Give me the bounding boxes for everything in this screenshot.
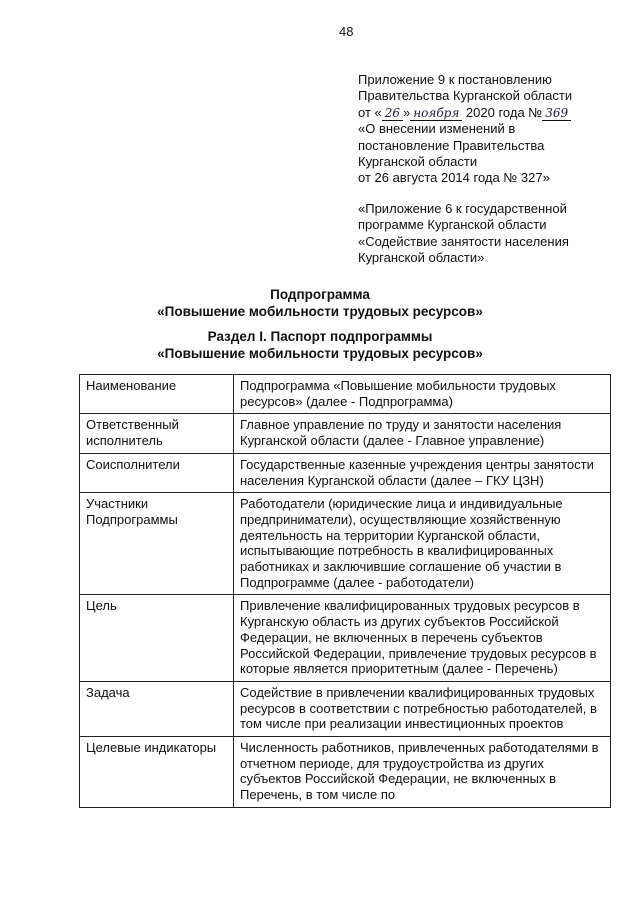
- appendix-line-5: постановление Правительства: [358, 137, 545, 153]
- row-label: Целевые индикаторы: [80, 737, 234, 808]
- row-label: Задача: [80, 681, 234, 736]
- section-title-line-2: «Повышение мобильности трудовых ресурсов»: [157, 345, 483, 361]
- section-title-line-1: Раздел I. Паспорт подпрограммы: [207, 329, 433, 344]
- row-label: Ответственный исполнитель: [80, 414, 234, 453]
- subprogram-title-line-1: Подпрограмма: [270, 287, 370, 302]
- appendix-line-9: программе Курганской области: [358, 217, 547, 233]
- appendix-line-1: Приложение 9 к постановлению: [358, 72, 552, 87]
- appendix-line-7: от 26 августа 2014 года № 327»: [358, 170, 550, 186]
- row-label: Соисполнители: [80, 453, 234, 492]
- row-label: Наименование: [80, 375, 234, 414]
- row-value: Подпрограмма «Повышение мобильности трудовых ресурсов» (далее - Подпрограмма): [234, 375, 611, 414]
- handwritten-month: ноября: [410, 107, 462, 121]
- appendix-line-8: «Приложение 6 к государственной: [358, 200, 567, 216]
- table-row: [80, 414, 611, 453]
- appendix-line-4: «О внесении изменений в: [358, 121, 516, 137]
- appendix-line-2: Правительства Курганской области: [358, 88, 573, 104]
- table-row: [80, 595, 611, 682]
- handwritten-day: 26: [382, 107, 403, 121]
- subprogram-title: [0, 287, 640, 320]
- table-row: [80, 681, 611, 736]
- subprogram-title-line-2: «Повышение мобильности трудовых ресурсов»: [157, 303, 483, 319]
- row-value: Государственные казенные учреждения центры занятости населения Курганской области (далее – ГКУ ЦЗН): [234, 453, 611, 492]
- page-number: 48: [339, 24, 354, 39]
- row-value: Содействие в привлечении квалифицированных трудовых ресурсов в соответствии с потребностью работодателей, в том числе при реализации инвестиционных проектов: [234, 681, 611, 736]
- row-label: Цель: [80, 595, 234, 682]
- appendix-line-6: Курганской области: [358, 154, 478, 170]
- appendix-line-11: Курганской области»: [358, 250, 485, 266]
- date-prefix: от «: [358, 104, 382, 120]
- table-row: [80, 493, 611, 595]
- date-mid: »: [403, 104, 411, 120]
- table-row: [80, 737, 611, 808]
- section-title: [0, 329, 640, 362]
- row-value: Привлечение квалифицированных трудовых ресурсов в Курганскую область из других субъектов Российской Федерации, не включенных в перечень субъектов Российской Федерации, привлечение трудовых ресурсов в которые является приоритетным (далее - Перечень): [234, 595, 611, 682]
- appendix-block: [358, 72, 618, 266]
- table-row: [80, 375, 611, 414]
- appendix-date-line: [358, 105, 618, 121]
- row-value: Численность работников, привлеченных работодателями в отчетном периоде, для трудоустройства из других субъектов Российской Федерации, не включенных в Перечень, в том числе по: [234, 737, 611, 808]
- row-value: Главное управление по труду и занятости населения Курганской области (далее - Главное управление): [234, 414, 611, 453]
- row-label: Участники Подпрограммы: [80, 493, 234, 595]
- passport-table: [79, 374, 611, 808]
- table-row: [80, 453, 611, 492]
- date-year: 2020 года №: [465, 104, 543, 120]
- handwritten-number: 369: [542, 107, 571, 121]
- row-value: Работодатели (юридические лица и индивидуальные предприниматели), осуществляющие хозяйственную деятельность на территории Курганской области, испытывающие потребность в квалифицированных работниках и заключившие соглашение об участии в Подпрограмме (далее - работодатели): [234, 493, 611, 595]
- appendix-line-10: «Содействие занятости населения: [358, 233, 569, 249]
